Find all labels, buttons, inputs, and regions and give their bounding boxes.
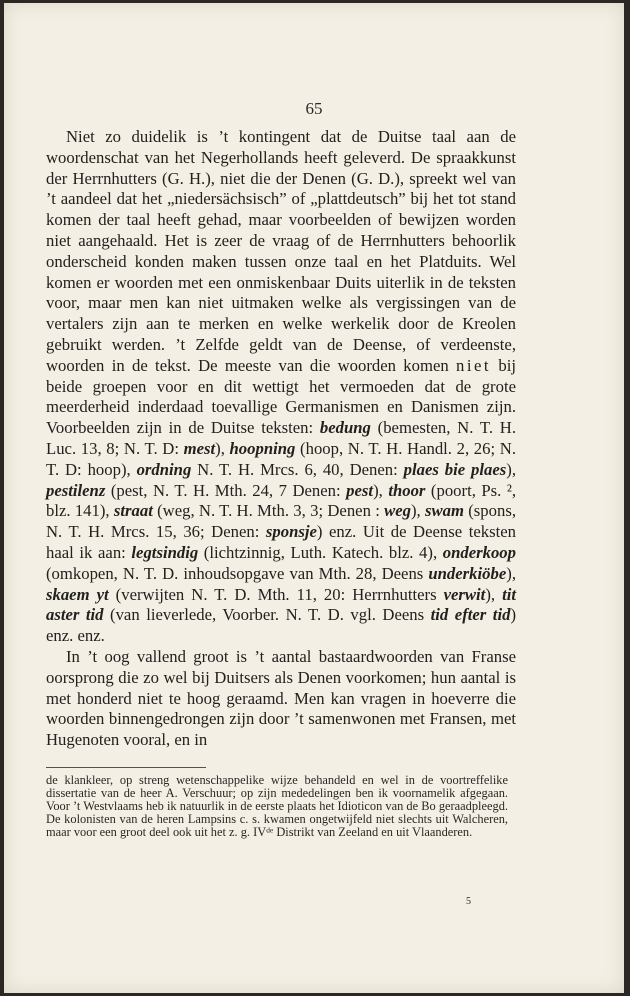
spaced-emphasis: niet	[456, 355, 492, 375]
text-run: Niet zo duidelik is ’t kontingent dat de Duitse taal aan de woordenschat van het Negerhollands heeft geleverd. De spraakkunst der Herrnhutters (G. H.), niet die der Denen (G. D.), spreekt wel van ’t aandeel dat het „niedersächsisch” of „plattdeutsch” bij het tot stand komen der taal heeft gehad, maar voorbeelden of bewijzen worden niet aangehaald. Het is zeer de vraag of de Herrnhutters behoorlik onderscheid konden maken tussen onze taal en het Platduits. Wel komen er woorden met een onmiskenbaar Duits uiterlik in de teksten voor, maar men kan niet uitmaken welke als vergissingen van de vertalers zijn aan te merken en welke werkelik door de Kreolen gebruikt werden. ’t Zelfde geldt van de Deense, of verdeenste, woorden in de tekst. De meeste van die woorden komen	[46, 127, 516, 375]
italic-term: verwit	[443, 584, 486, 604]
paragraph-2: In ’t oog vallend groot is ’t aantal bastaardwoorden van Franse oorsprong die zo wel bij Duitsers als Denen voorkomen; hun aantal is met honderd niet te hoog geraamd. Men kan vragen in hoeverre die woorden binnengedrongen zijn door ’t samenwonen met Fransen, met Hugenoten vooral, en in	[46, 646, 516, 750]
text-run: bij beide groepen voor en dit wettigt het vermoeden dat de grote meerderheid inderdaad toevallige Germanismen en Danismen zijn. Voorbeelden zijn in de Duitse teksten:	[46, 355, 516, 438]
italic-term: skaem yt	[46, 584, 109, 604]
text-run: ),	[506, 459, 516, 479]
text-run: (lichtzinnig, Luth. Katech. blz. 4),	[198, 542, 443, 562]
text-run: (weg, N. T. H. Mth. 3, 3; Denen :	[152, 501, 385, 521]
footnote-divider	[46, 767, 206, 768]
italic-term: bedung	[319, 418, 371, 438]
text-run: (poort, Ps. ², blz. 141),	[46, 480, 517, 521]
italic-term: swam	[425, 501, 464, 521]
text-run: (hoop, N. T. H. Handl. 2, 26; N. T. D: hoop),	[46, 438, 516, 479]
italic-term: sponsje	[265, 522, 317, 542]
italic-term: straat	[113, 501, 153, 521]
text-run: ),	[506, 563, 516, 583]
italic-term: thoor	[388, 480, 426, 500]
italic-term: onderkoop	[442, 542, 516, 562]
text-run: ),	[485, 584, 503, 604]
text-run: ),	[411, 501, 426, 521]
paragraph-1	[46, 127, 516, 647]
footnote	[46, 774, 508, 839]
footnote-text: de klankleer, op streng wetenschappelike wijze behandeld en wel in de voortreffelike dissertatie van de heer A. Verschuur; op zijn mededelingen ben ik voornamelik afgegaan. Voor ’t Westvlaams heb ik natuurlik in de eerste plaats het Idioticon van de Bo geraadpleegd. De kolonisten van de heren Lampsins c. s. kwamen ongetwijfeld niet slechts uit Walcheren, maar voor een groot deel ook uit het z. g. IVᵈᵉ Distrikt van Zeeland en uit Vlaanderen.	[46, 773, 508, 839]
signature-mark: 5	[466, 896, 471, 907]
text-run: ),	[215, 438, 230, 458]
text-run: (spons, N. T. H. Mrcs. 15, 36; Denen:	[46, 501, 516, 542]
italic-term: plaes bie plaes	[403, 459, 507, 479]
italic-term: ordning	[136, 459, 192, 479]
italic-term: legtsindig	[131, 542, 199, 562]
italic-term: mest	[183, 438, 216, 458]
text-run: (omkopen, N. T. D. inhoudsopgave van Mth. 28, Deens	[46, 563, 429, 583]
text-run: (van lieverlede, Voorber. N. T. D. vgl. Deens	[103, 605, 431, 625]
italic-term: tit aster tid	[46, 584, 516, 625]
italic-term: weg	[384, 501, 411, 521]
text-run: (bemesten, N. T. H. Luc. 13, 8; N. T. D:	[46, 418, 516, 458]
text-run: ) enz. enz.	[46, 605, 516, 646]
text-run: N. T. H. Mrcs. 6, 40, Denen:	[191, 459, 404, 479]
italic-term: hoopning	[229, 438, 296, 458]
text-run: (verwijten N. T. D. Mth. 11, 20: Herrnhutters	[108, 584, 444, 604]
italic-term: underkiöbe	[428, 563, 507, 583]
italic-term: pest	[346, 480, 374, 500]
page-number: 65	[305, 99, 323, 118]
book-page	[4, 3, 624, 993]
text-run: ),	[373, 480, 389, 500]
text-run: (pest, N. T. H. Mth. 24, 7 Denen:	[105, 480, 347, 500]
italic-term: tid efter tid	[430, 605, 511, 625]
italic-term: pestilenz	[46, 480, 106, 500]
text-run: ) enz. Uit de Deense teksten haal ik aan:	[46, 522, 516, 562]
body-text	[46, 127, 516, 751]
